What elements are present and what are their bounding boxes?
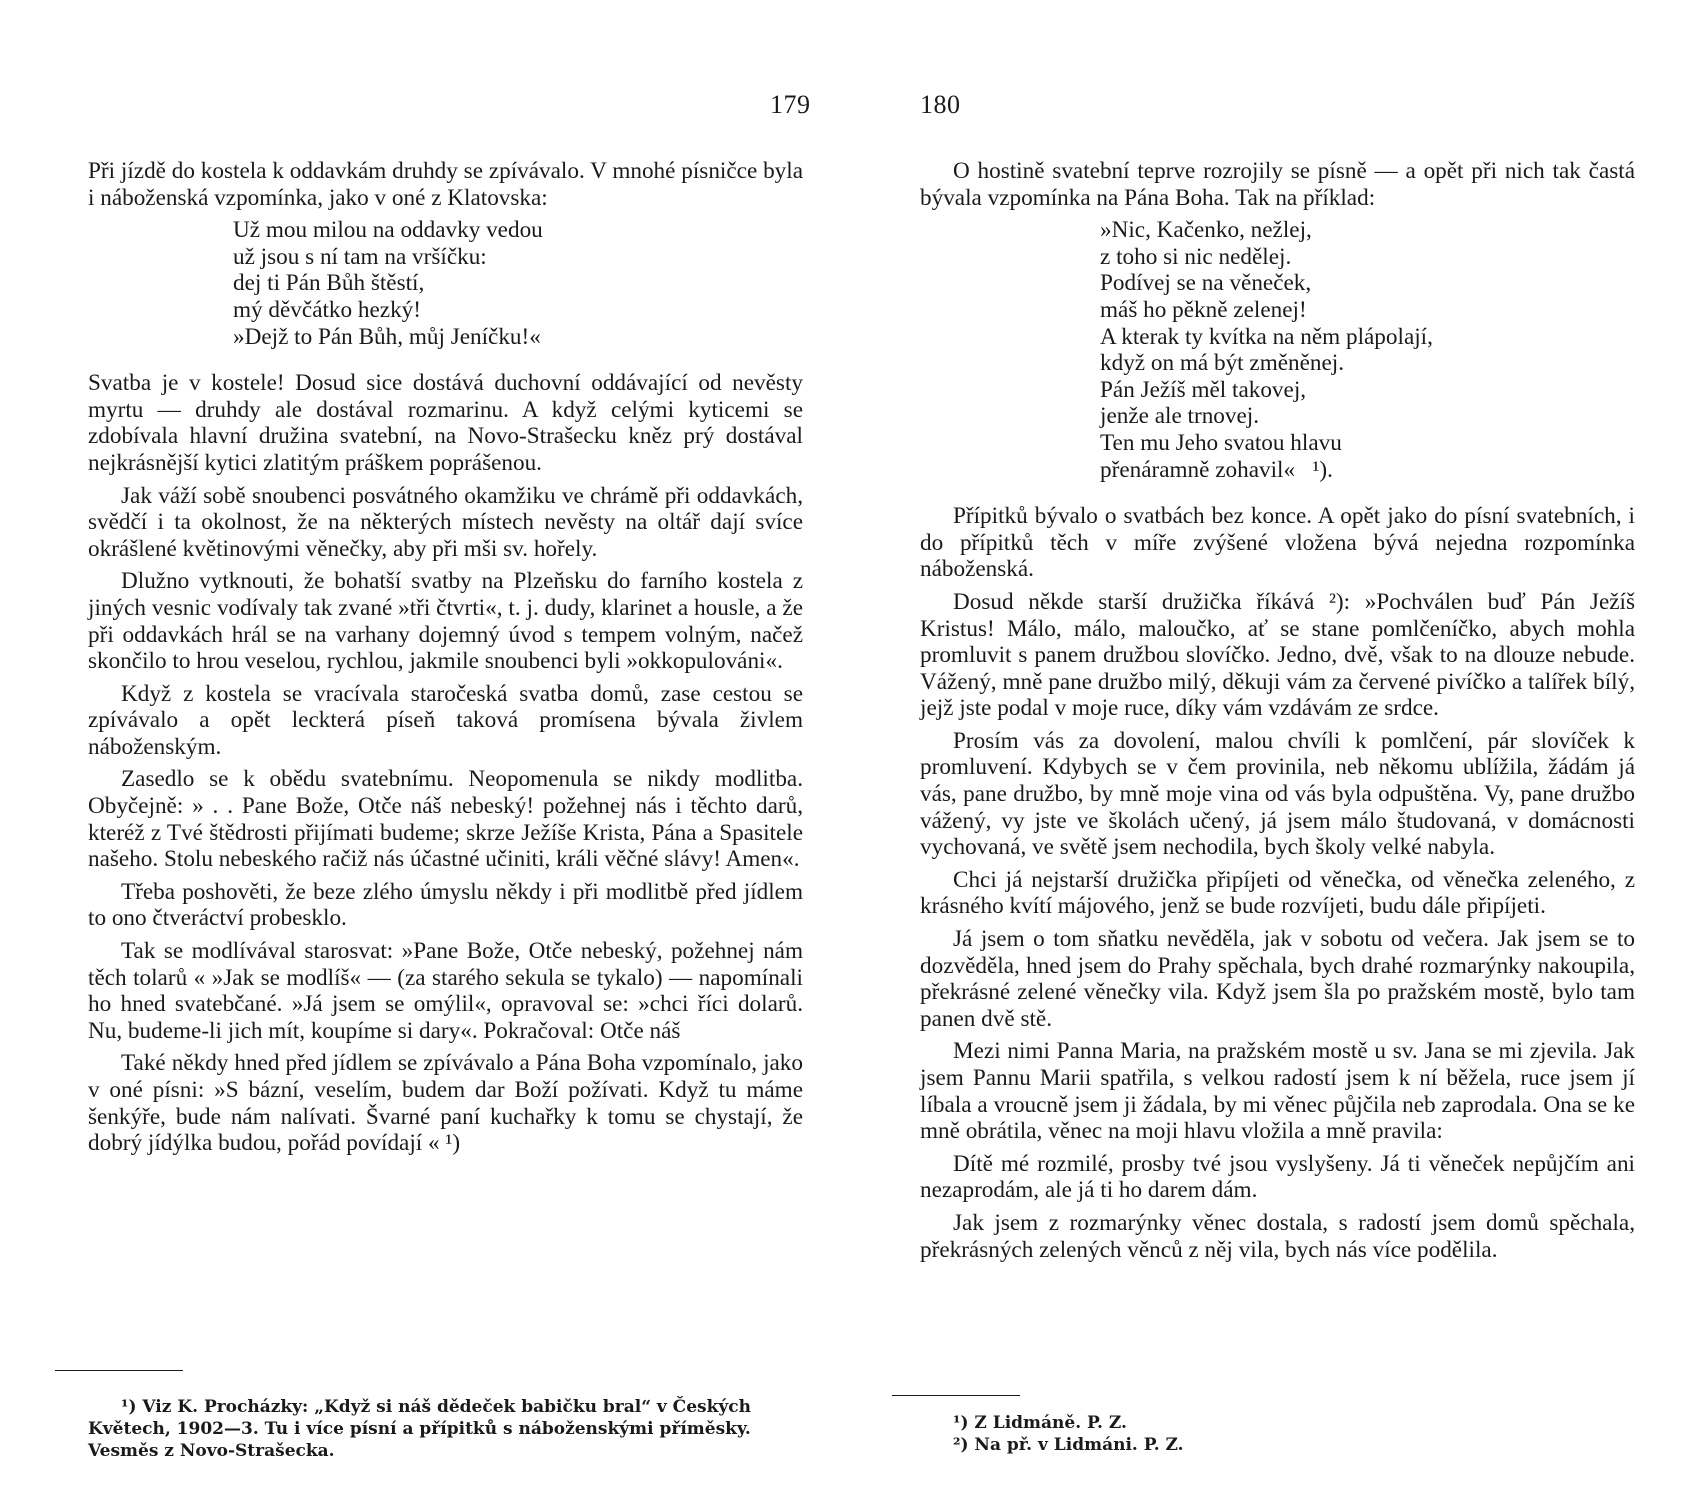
page-body — [88, 158, 803, 1163]
poem-line: Už mou milou na oddavky vedou — [233, 217, 543, 244]
paragraph: Také někdy hned před jídlem se zpívávalo a Pána Boha vzpomínalo, jako v oné písni: »S bázní, veselím, budem dar Boží požívati. Když tu máme šenkýře, bude nám nalívati. Švarné paní kuchařky k tomu se chystají, že dobrý jídýlka budou, pořád povídají « ¹) — [88, 1050, 803, 1157]
poem-line: dej ti Pán Bůh štěstí, — [233, 270, 425, 297]
paragraph: Svatba je v kostele! Dosud sice dostává duchovní oddávající od nevěsty myrtu — druhdy ale dostával rozmarinu. A když celými kyticemi se zdobívala hlavní družina svatební, na Novo-Strašecku kněz prý dostával nejkrásnější kytici zlatitým práškem poprášenou. — [88, 370, 803, 476]
poem-line: máš ho pěkně zelenej! — [1100, 296, 1307, 323]
poem-line: »Dejž to Pán Bůh, můj Jeníčku!« — [233, 323, 541, 350]
paragraph: Mezi nimi Panna Maria, na pražském mostě u sv. Jana se mi zjevila. Jak jsem Pannu Marii spatřila, s velkou radostí jsem k ní běžela, ruce jsem jí líbala a vroucně jsem ji žádala, by mi věnec půjčila neb zaprodala. Ona se ke mně obrátila, věnec na moji hlavu vložila a mně pravila: — [920, 1038, 1635, 1145]
right-page — [852, 0, 1704, 1500]
page-body — [920, 158, 1635, 1269]
poem-line: »Nic, Kačenko, nežlej, — [1100, 217, 1312, 244]
footnote-line: ²) Na př. v Lidmáni. P. Z. — [953, 1435, 1184, 1455]
paragraph: Dosud někde starší družička říkává ²): »Pochválen buď Pán Ježíš Kristus! Málo, málo, maloučko, ať se stane pomlčeníčko, abych mohla promluvit s panem družbou slovíčko. Jedno, dvě, však to na dlouze nebude. Vážený, mně pane družbo milý, děkuji vám za červené pivíčko a talířek bílý, jejž jste podal v moje ruce, díky vám vzdávám ze srdce. — [920, 588, 1635, 722]
footnotes — [920, 1412, 1635, 1456]
poem — [88, 217, 803, 350]
poem-line: když on má být změněnej. — [1100, 350, 1345, 377]
paragraph: Při jízdě do kostela k oddavkám druhdy se zpívávalo. V mnohé písničce byla i náboženská vzpomínka, jako v oné z Klatovska: — [88, 158, 803, 211]
footnote-line: ¹) Z Lidmáně. P. Z. — [953, 1413, 1127, 1433]
paragraph: O hostině svatební teprve rozrojily se písně — a opět při nich tak častá bývala vzpomínka na Pána Boha. Tak na příklad: — [920, 158, 1635, 211]
paragraph: Tak se modlívával starosvat: »Pane Bože, Otče nebeský, požehnej nám těch tolarů « »Jak se modlíš« — (za starého sekula se tykalo) — napomínali ho hned svatebčané. »Já jsem se omýlil«, opravoval se: »chci říci dolarů. Nu, budeme-li jich mít, koupíme si dary«. Pokračoval: Otče náš — [88, 938, 803, 1044]
paragraph: Dítě mé rozmilé, prosby tvé jsou vyslyšeny. Já ti věneček nepůjčím ani nezaprodám, ale já ti ho darem dám. — [920, 1150, 1635, 1204]
paragraph: Prosím vás za dovolení, malou chvíli k pomlčení, pár slovíček k promluvení. Kdybych se v čem provinila, neb někomu ublížila, žádám já vás, pane družbo, by mně moje vina od vás byla odpuštěna. Vy, pane družbo vážený, vy jste ve školách učený, já jsem málo študovaná, v domácnosti vychovaná, ve světě jsem nechodila, bych školy velké nabyla. — [920, 727, 1635, 861]
paragraph: Zasedlo se k obědu svatebnímu. Neopomenula se nikdy modlitba. Obyčejně: » . . Pane Bože, Otče náš nebeský! požehnej nás i těchto darů, kteréž z Tvé štědrosti přijímati budeme; skrze Ježíše Krista, Pána a Spasitele našeho. Stolu nebeského račiž nás účastné učiniti, králi věčné slávy! Amen«. — [88, 766, 803, 873]
footnote-divider — [55, 1370, 183, 1371]
footnote-line: ¹) Viz K. Procházky: „Když si náš dědeček babičku bral“ v Českých — [121, 1397, 751, 1417]
paragraph: Jak jsem z rozmarýnky věnec dostala, s radostí jsem domů spěchala, překrásných zelených věnců z něj vila, bych nás více podělila. — [920, 1209, 1635, 1263]
footnote-divider — [892, 1395, 1020, 1396]
poem-line: A kterak ty kvítka na něm plápolají, — [1100, 323, 1433, 350]
poem-line: přenáramně zohavil« ¹). — [1100, 456, 1333, 483]
page-number: 180 — [920, 90, 961, 119]
poem — [920, 217, 1635, 483]
paragraph: Chci já nejstarší družička připíjeti od věnečka, od věnečka zeleného, z krásného kvítí májového, jenž se bude rozvíjeti, budu dále připíjeti. — [920, 866, 1635, 920]
poem-line: už jsou s ní tam na vršíčku: — [233, 243, 487, 270]
paragraph: Jak váží sobě snoubenci posvátného okamžiku ve chrámě při oddavkách, svědčí i ta okolnost, že na některých místech nevěsty na oltář dají svíce okrášlené květinovými věnečky, aby při mši sv. hořely. — [88, 482, 803, 562]
paragraph: Já jsem o tom sňatku nevěděla, jak v sobotu od večera. Jak jsem se to dozvěděla, hned jsem do Prahy spěchala, bych drahé rozmarýnky nakoupila, překrásné zelené věnečky vila. Když jsem šla po pražském mostě, bylo tam panen dvě stě. — [920, 926, 1635, 1032]
footnote-line: Květech, 1902—3. Tu i více písní a přípitků s náboženskými příměsky. — [88, 1419, 751, 1439]
poem-line: Ten mu Jeho svatou hlavu — [1100, 429, 1342, 456]
paragraph: Přípitků bývalo o svatbách bez konce. A opět jako do písní svatebních, i do přípitků těch v míře zvýšené vložena bývá nejedna rozpomínka náboženská. — [920, 503, 1635, 583]
paragraph: Když z kostela se vracívala staročeská svatba domů, zase cestou se zpívávalo a opět leckterá píseň taková promísena bývala živlem náboženským. — [88, 680, 803, 760]
poem-line: mý děvčátko hezký! — [233, 296, 422, 323]
footnotes — [88, 1396, 803, 1462]
poem-line: z toho si nic nedělej. — [1100, 243, 1292, 270]
poem-line: Podívej se na věneček, — [1100, 270, 1312, 297]
paragraph: Dlužno vytknouti, že bohatší svatby na Plzeňsku do farního kostela z jiných vesnic vodívaly tak zvané »tři čtvrti«, t. j. dudy, klarinet a housle, a že při oddavkách hrál se na varhany dojemný úvod s tempem volným, načež skončilo to hrou veselou, rychlou, jakmile snoubenci byli »okkopulováni«. — [88, 568, 803, 675]
footnote-line: Vesměs z Novo-Strašecka. — [88, 1441, 335, 1461]
poem-line: Pán Ježíš měl takovej, — [1100, 376, 1307, 403]
poem-line: jenže ale trnovej. — [1100, 403, 1260, 430]
paragraph: Třeba poshověti, že beze zlého úmyslu někdy i při modlitbě před jídlem to ono čtveráctví probesklo. — [88, 878, 803, 932]
page-number: 179 — [770, 90, 811, 119]
